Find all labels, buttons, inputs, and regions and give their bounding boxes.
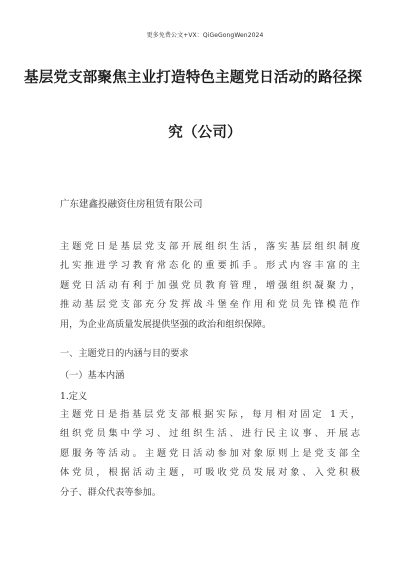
- intro-line: 题党日活动有利于加强党员教育管理，增强组织凝聚力，: [60, 279, 360, 291]
- intro-paragraph: [60, 237, 360, 334]
- definition-line: 体党员，根据活动主题，可吸收党员发展对象、入党积极: [60, 467, 360, 479]
- intro-line: 用，为企业高质量发展提供坚强的政治和组织保障。: [60, 318, 272, 330]
- intro-line: 主题党日是基层党支部开展组织生活，落实基层组织制度: [60, 241, 360, 252]
- intro-line: 扎实推进学习教育常态化的重要抓手。形式内容丰富的主: [60, 260, 360, 272]
- definition-line: 愿服务等活动。主题党日活动参加对象原则上是党支部全: [60, 447, 360, 459]
- definition-paragraph: [60, 405, 360, 502]
- section-heading: 一、主题党日的内涵与目的要求: [60, 348, 189, 359]
- definition-line: 主题党日是指基层党支部根据实际，每月相对固定 1天，: [60, 409, 360, 420]
- company-name: 广东建鑫投融资住房租赁有限公司: [60, 199, 203, 210]
- header-note: 更多免费公文+VX：QiGeGongWen2024: [146, 32, 264, 39]
- document-title-line-1: 基层党支部聚焦主业打造特色主题党日活动的路径探: [24, 69, 363, 86]
- document-title-line-2: 究（公司）: [168, 124, 242, 141]
- intro-line: 推动基层党支部充分发挥战斗堡垒作用和党员先锋模范作: [60, 299, 360, 311]
- definition-heading: 1.定义: [60, 391, 88, 402]
- definition-line: 组织党员集中学习、过组织生活、进行民主议事、开展志: [60, 428, 360, 440]
- subsection-heading: （一）基本内涵: [60, 370, 125, 381]
- definition-line: 分子、群众代表等参加。: [60, 486, 162, 498]
